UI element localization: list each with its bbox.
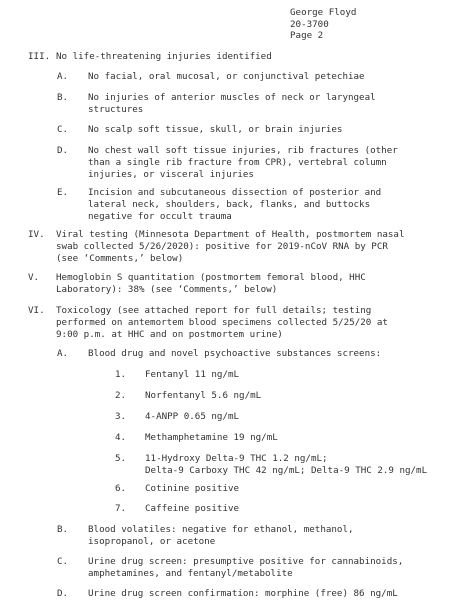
header-case-number: 20-3700 bbox=[290, 18, 329, 30]
result-text: Cotinine positive bbox=[145, 483, 240, 494]
header-page-number: Page 2 bbox=[290, 30, 324, 42]
header-name: George Floyd bbox=[290, 7, 357, 18]
item-text: Blood drug and novel psychoactive substances screens: bbox=[88, 348, 382, 359]
result-number: 6. bbox=[115, 483, 127, 494]
item-text: Urine drug screen: presumptive positive for cannabinoids, amphetamines, and fentanyl/metabolite bbox=[88, 556, 404, 580]
section-number: V. bbox=[28, 272, 40, 283]
item-number: A. bbox=[57, 348, 69, 359]
item-text: Urine drug screen confirmation: morphine (free) 86 ng/mL bbox=[88, 588, 398, 599]
result-text: Norfentanyl 5.6 ng/mL bbox=[145, 390, 262, 401]
item-number: A. bbox=[57, 71, 69, 82]
item-number: C. bbox=[57, 124, 69, 135]
item-number: B. bbox=[57, 524, 69, 535]
item-text: No injuries of anterior muscles of neck or laryngeal structures bbox=[88, 92, 376, 116]
result-number: 7. bbox=[115, 503, 127, 514]
result-text: 4-ANPP 0.65 ng/mL bbox=[145, 411, 240, 422]
item-number: B. bbox=[57, 92, 69, 103]
item-text: No chest wall soft tissue injuries, rib fractures (other than a single rib fracture from CPR), vertebral column injuries, or visceral injuries bbox=[88, 145, 398, 181]
result-number: 2. bbox=[115, 390, 127, 401]
section-text: Toxicology (see attached report for full details; testing performed on antemortem blood specimens collected 5/25/20 at 9:00 p.m. at HHC and on postmortem urine) bbox=[56, 305, 388, 341]
result-number: 3. bbox=[115, 411, 127, 422]
result-text: 11-Hydroxy Delta-9 THC 1.2 ng/mL; Delta-9 Carboxy THC 42 ng/mL; Delta-9 THC 2.9 ng/mL bbox=[145, 453, 428, 477]
item-text: No facial, oral mucosal, or conjunctival petechiae bbox=[88, 71, 365, 82]
result-text: Fentanyl 11 ng/mL bbox=[145, 369, 240, 380]
section-number: III. bbox=[28, 51, 51, 62]
section-text: Viral testing (Minnesota Department of Health, postmortem nasal swab collected 5/26/2020): positive for 2019-nCoV RNA by PCR (see ‘Comments,’ below) bbox=[56, 229, 405, 265]
result-number: 1. bbox=[115, 369, 127, 380]
section-number: VI. bbox=[28, 305, 45, 316]
result-number: 5. bbox=[115, 453, 127, 464]
page-header bbox=[290, 7, 356, 42]
section-text: Hemoglobin S quantitation (postmortem femoral blood, HHC Laboratory): 38% (see ‘Comments,’ below) bbox=[56, 272, 366, 296]
section-heading: No life-threatening injuries identified bbox=[56, 51, 272, 62]
result-text: Methamphetamine 19 ng/mL bbox=[145, 432, 278, 443]
section-number: IV. bbox=[28, 229, 45, 240]
item-number: C. bbox=[57, 556, 69, 567]
item-text: Incision and subcutaneous dissection of posterior and lateral neck, shoulders, back, flanks, and buttocks negative for occult trauma bbox=[88, 187, 382, 223]
item-number: D. bbox=[57, 588, 69, 599]
result-text: Caffeine positive bbox=[145, 503, 240, 514]
item-number: D. bbox=[57, 145, 69, 156]
item-text: No scalp soft tissue, skull, or brain injuries bbox=[88, 124, 343, 135]
result-number: 4. bbox=[115, 432, 127, 443]
item-number: E. bbox=[57, 187, 69, 198]
item-text: Blood volatiles: negative for ethanol, methanol, isopropanol, or acetone bbox=[88, 524, 354, 548]
